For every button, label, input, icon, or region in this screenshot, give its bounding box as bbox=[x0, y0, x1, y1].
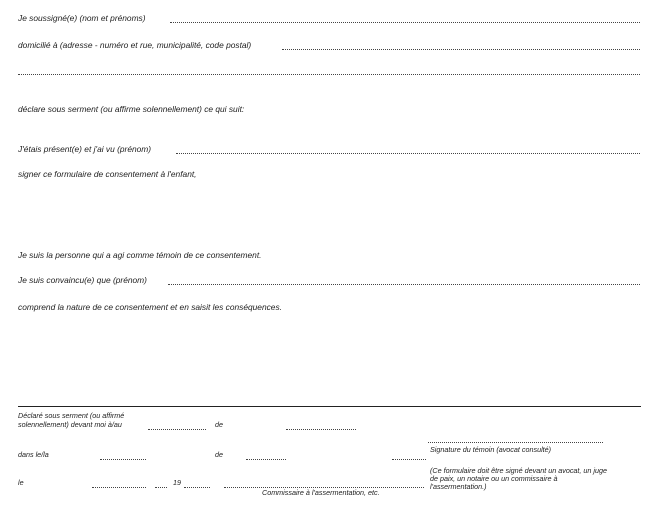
de-field-2b[interactable] bbox=[392, 459, 426, 460]
commissioner-caption: Commissaire à l'assermentation, etc. bbox=[262, 488, 380, 497]
de-field-1[interactable] bbox=[286, 429, 356, 430]
address-field-line2[interactable] bbox=[18, 74, 640, 75]
sworn-at-field[interactable] bbox=[148, 429, 206, 430]
de-label-2: de bbox=[215, 450, 223, 459]
signing-note: (Ce formulaire doit être signé devant un avocat, un juge de paix, un notaire ou un commissaire à l'assermentation.) bbox=[430, 466, 607, 492]
day-field[interactable] bbox=[92, 487, 146, 488]
witness-signature-line[interactable] bbox=[428, 442, 603, 443]
declare-statement: déclare sous serment (ou affirme solennellement) ce qui suit: bbox=[18, 104, 245, 114]
section-divider bbox=[18, 406, 641, 407]
le-label: le bbox=[18, 478, 24, 487]
understands-text: comprend la nature de ce consentement et en saisit les conséquences. bbox=[18, 302, 282, 312]
dans-la-field[interactable] bbox=[100, 459, 146, 460]
sworn-line-1: Déclaré sous serment (ou affirmé bbox=[18, 411, 125, 420]
month-field[interactable] bbox=[155, 487, 167, 488]
convinced-first-name-field[interactable] bbox=[168, 284, 640, 285]
de-field-2[interactable] bbox=[246, 459, 286, 460]
sworn-line-2: solennellement) devant moi à/au bbox=[18, 420, 122, 429]
acted-as-witness-text: Je suis la personne qui a agi comme témoin de ce consentement. bbox=[18, 250, 262, 260]
witness-signature-caption: Signature du témoin (avocat consulté) bbox=[430, 445, 552, 454]
year-field[interactable] bbox=[184, 487, 210, 488]
dans-la-label: dans le/la bbox=[18, 450, 49, 459]
sign-form-text: signer ce formulaire de consentement à l'enfant, bbox=[18, 169, 197, 179]
signer-first-name-field[interactable] bbox=[176, 153, 640, 154]
name-field[interactable] bbox=[170, 22, 640, 23]
year-prefix: 19 bbox=[173, 478, 181, 487]
convinced-prompt: Je suis convaincu(e) que (prénom) bbox=[18, 275, 147, 285]
address-field[interactable] bbox=[282, 49, 640, 50]
de-label-1: de bbox=[215, 420, 223, 429]
address-prompt: domicilié à (adresse - numéro et rue, municipalité, code postal) bbox=[18, 40, 252, 50]
name-prompt: Je soussigné(e) (nom et prénoms) bbox=[18, 13, 146, 23]
was-present-prompt: J'étais présent(e) et j'ai vu (prénom) bbox=[18, 144, 152, 154]
